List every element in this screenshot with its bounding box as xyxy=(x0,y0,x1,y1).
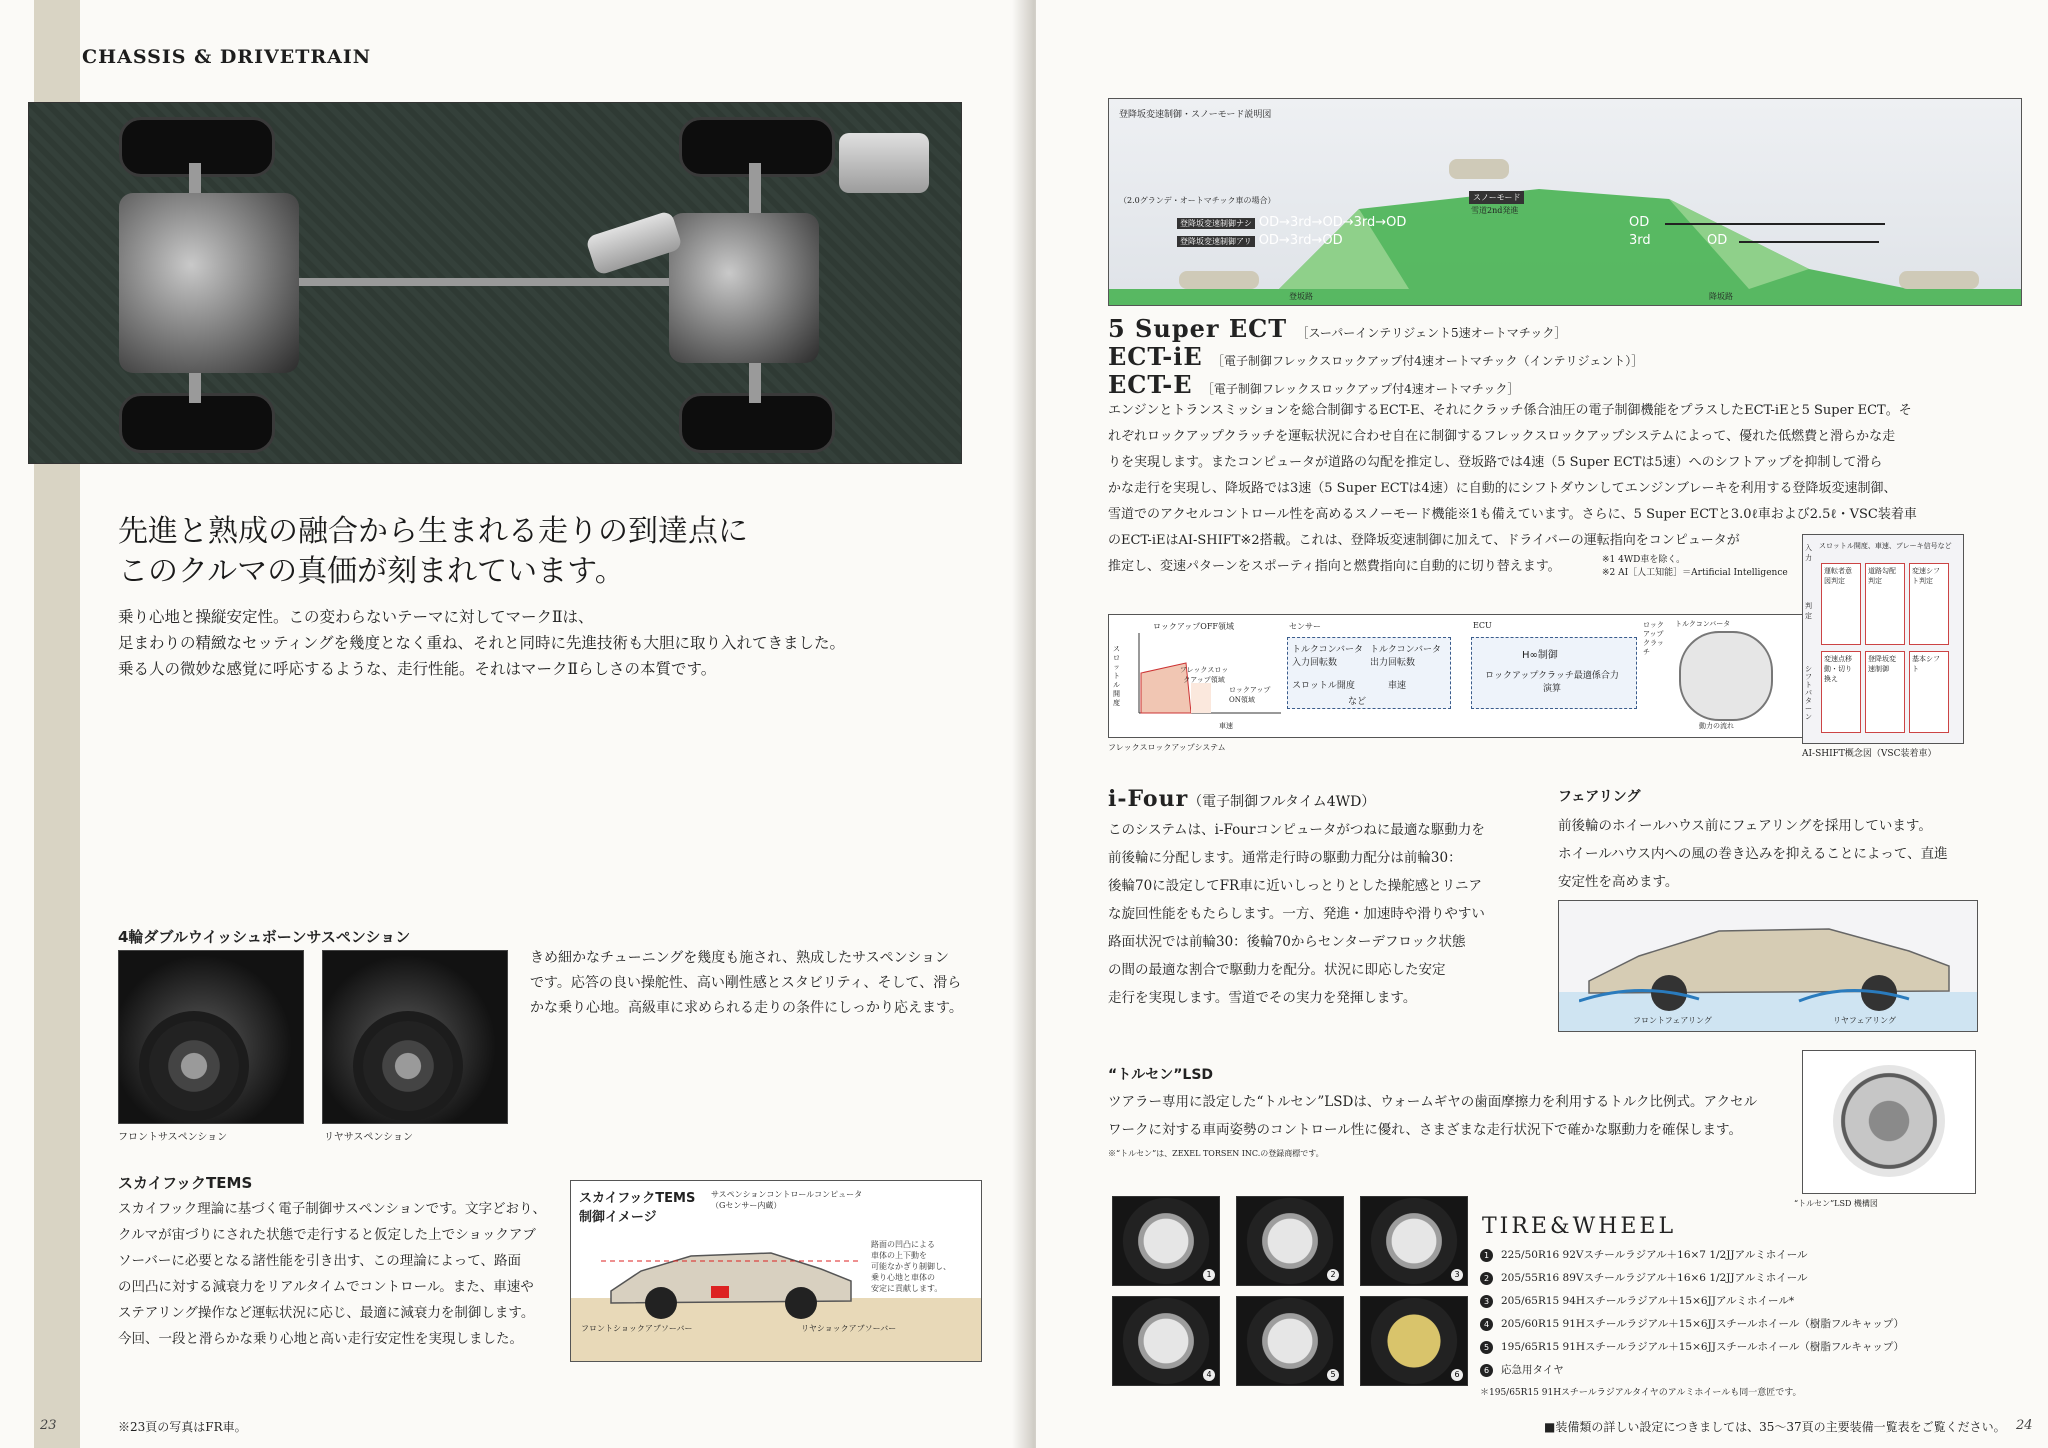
note-line: 安定に貢献します。 xyxy=(871,1284,943,1293)
ifour-heading-text: i-Four xyxy=(1108,786,1189,812)
body-line: ソーバーに必要となる諸性能を引き出す、この理論によって、路面 xyxy=(118,1253,521,1269)
thumb-number: 1 xyxy=(1203,1269,1215,1281)
body-line: 前後輪のホイールハウス前にフェアリングを採用しています。 xyxy=(1558,818,1932,834)
ai-shift-judge: 判定 xyxy=(1805,602,1812,620)
ai-cell-6 xyxy=(1909,651,1949,733)
torque-converter-graphic xyxy=(1679,631,1773,721)
tire-item xyxy=(1480,1267,2000,1290)
note-line: 乗り心地と車体の xyxy=(871,1273,935,1282)
section-title: CHASSIS & DRIVETRAIN xyxy=(82,46,372,68)
ai-cell-2 xyxy=(1865,563,1905,645)
rear-suspension-caption: リヤサスペンション xyxy=(324,1132,413,1143)
wheel-thumb-5 xyxy=(1236,1296,1344,1386)
power-flow-label: 動力の流れ xyxy=(1699,722,1734,730)
ect-sub-2: ［電子制御フレックスロックアップ付4速オートマチック（インテリジェント）］ xyxy=(1212,354,1644,368)
wheel-thumb-1 xyxy=(1112,1196,1220,1286)
ifour-heading xyxy=(1108,786,1375,812)
tems-diagram xyxy=(570,1180,982,1362)
tire-item-number: 1 xyxy=(1480,1249,1493,1262)
body-line: の間の最適な割合で駆動力を配分。状況に即応した安定 xyxy=(1108,962,1446,978)
ai-cell-3 xyxy=(1909,563,1949,645)
suspension-body xyxy=(530,946,980,1021)
ai-shift-diagram xyxy=(1802,534,1964,744)
body-line: 走行を実現します。雪道でその実力を発揮します。 xyxy=(1108,990,1417,1006)
torsen-trademark: ※“トルセン”は、ZEXEL TORSEN INC.の登録商標です。 xyxy=(1108,1149,1324,1158)
tems-body xyxy=(118,1196,558,1352)
tire-wheel-title: TIRE&WHEEL xyxy=(1482,1214,1677,1239)
snow-mode-label: スノーモード xyxy=(1469,191,1524,204)
tire-item-text: 205/55R16 89Vスチールラジアル＋16×6 1/2JJアルミホイール xyxy=(1501,1272,1808,1284)
gear-icon xyxy=(1833,1065,1945,1177)
suspension-heading: 4輪ダブルウイッシュボーンサスペンション xyxy=(118,928,411,946)
body-line: 推定し、変速パターンをスポーティ指向と燃費指向に自動的に切り替えます。 xyxy=(1108,559,1561,574)
snow-mode-sub: 雪道2nd発進 xyxy=(1471,206,1519,215)
body-line: 今回、一段と滑らかな乗り心地と高い走行安定性を実現しました。 xyxy=(118,1331,523,1347)
body-line: クルマが宙づりにされた状態で走行すると仮定した上でショックアブ xyxy=(118,1227,536,1243)
tire-item-text: 応急用タイヤ xyxy=(1501,1364,1564,1376)
car-downhill-icon xyxy=(1899,271,1979,289)
down-seq-3: OD xyxy=(1707,233,1728,248)
front-suspension-photo xyxy=(118,950,304,1124)
tire-item-number: 3 xyxy=(1480,1295,1493,1308)
grade-note: （2.0グランデ・オートマチック車の場合） xyxy=(1119,196,1276,205)
sensor-throttle: スロットル開度 xyxy=(1292,681,1355,691)
tail-muffler xyxy=(839,133,929,193)
on-area-label: ロックアップON領域 xyxy=(1229,686,1271,704)
note-2: ※2 AI［人工知能］＝Artificial Intelligence xyxy=(1602,568,1788,578)
downhill-label: 降坂路 xyxy=(1709,292,1733,301)
headline-line-2: このクルマの真価が刻まれています。 xyxy=(118,554,625,589)
car-uphill-icon xyxy=(1179,271,1259,289)
fairing-diagram xyxy=(1558,900,1978,1032)
row2-label: 登降坂変速制御アリ xyxy=(1177,236,1255,247)
rear-differential xyxy=(669,213,819,363)
tems-ecu-text: サスペンションコントロールコンピュータ xyxy=(711,1190,863,1199)
tems-heading: スカイフックTEMS xyxy=(118,1174,253,1192)
page-number-right: 24 xyxy=(2016,1418,2033,1433)
right-page xyxy=(1036,0,2048,1448)
tire-item-number: 5 xyxy=(1480,1341,1493,1354)
body-line: 後輪70に設定してFR車に近いしっとりとした操舵感とリニア xyxy=(1108,878,1482,894)
lead-line: 乗る人の微妙な感覚に呼応するような、走行性能。それはマークⅡらしさの本質です。 xyxy=(118,660,717,678)
ifour-body xyxy=(1108,816,1528,1012)
engine-block xyxy=(119,193,299,373)
body-line: かな走行を実現し、降坂路では3速（5 Super ECTは4速）に自動的にシフトダウンしてエンジンブレーキを利用する登降坂変速制御、 xyxy=(1108,481,1897,496)
gear-row-1 xyxy=(1177,215,1406,230)
headline-line-1: 先進と熟成の融合から生まれる走りの到達点に xyxy=(118,514,748,549)
headline xyxy=(118,512,748,592)
body-line: りを実現します。またコンピュータが道路の勾配を推定し、登坂路では4速（5 Super ECTは5速）へのシフトアップを抑制して滑ら xyxy=(1108,455,1883,470)
body-line: れぞれロックアップクラッチを運転状況に合わせ自在に制御するフレックスロックアップシステムによって、優れた低燃費と滑らかな走 xyxy=(1108,429,1896,444)
wheel-thumb-6 xyxy=(1360,1296,1468,1386)
lockup-clutch-label: ロックアップクラッチ xyxy=(1643,621,1664,656)
body-line: ホイールハウス内への風の巻き込みを抑えることによって、直進 xyxy=(1558,846,1948,862)
body-line: かな乗り心地。高級車に求められる走りの条件にしっかり応えます。 xyxy=(530,1000,963,1016)
chassis-photo xyxy=(28,102,962,464)
tire-item-number: 2 xyxy=(1480,1272,1493,1285)
snow-mode-diagram xyxy=(1108,98,2022,306)
body-line: ステアリング操作など運転状況に応じ、最適に減衰力を制御します。 xyxy=(118,1305,535,1321)
ai-shift-pattern: シフトパターン xyxy=(1805,665,1812,721)
down-seq-1: OD xyxy=(1629,215,1650,230)
thumb-number: 6 xyxy=(1451,1369,1463,1381)
thumb-number: 5 xyxy=(1327,1369,1339,1381)
ai-cell-1 xyxy=(1821,563,1861,645)
body-line: エンジンとトランスミッションを総合制御するECT-E、それにクラッチ係合油圧の電子制御機能をプラスしたECT-iEと5 Super ECT。そ xyxy=(1108,403,1912,418)
left-footnote: ※23頁の写真はFR車。 xyxy=(118,1420,247,1434)
sensor-output-speed: トルクコンバータ出力回転数 xyxy=(1370,645,1442,668)
snow-diagram-title: 登降坂変速制御・スノーモード説明図 xyxy=(1119,110,1272,120)
fairing-car-graphic xyxy=(1579,911,1959,1011)
tire-list xyxy=(1480,1244,2000,1405)
wheel-thumb-4 xyxy=(1112,1296,1220,1386)
ai-shift-input: 入力 xyxy=(1805,544,1812,562)
body-line: 安定性を高めます。 xyxy=(1558,874,1679,890)
tems-ecu-label xyxy=(711,1189,862,1211)
tire-item xyxy=(1480,1336,2000,1359)
lead-paragraph xyxy=(118,604,978,682)
torsen-body xyxy=(1108,1088,1788,1144)
tire-item xyxy=(1480,1359,2000,1382)
ai-cell-4-text: 変速点移動・切り換え xyxy=(1824,655,1852,683)
sensor-etc: など xyxy=(1348,697,1367,707)
front-fairing-label: フロントフェアリング xyxy=(1633,1016,1712,1025)
note-line: 可能なかぎり制御し、 xyxy=(871,1262,951,1271)
ect-sub-1: ［スーパーインテリジェント5速オートマチック］ xyxy=(1296,326,1567,340)
ifour-sub: （電子制御フルタイム4WD） xyxy=(1188,794,1376,810)
tire-item xyxy=(1480,1244,2000,1267)
torque-converter-label: トルクコンバータ xyxy=(1675,620,1731,628)
h-infinity-sub: ロックアップクラッチ最適係合力演算 xyxy=(1485,671,1619,694)
tire-graphic xyxy=(139,1011,249,1121)
tire-note: ＊195/65R15 91Hスチールラジアルタイヤのアルミホイールも同一意匠です。 xyxy=(1480,1388,1802,1398)
ai-cell-5-text: 登降坂変速制御 xyxy=(1868,655,1896,673)
tire-item xyxy=(1480,1290,2000,1313)
tems-diagram-note xyxy=(871,1239,951,1294)
ai-shift-input-signals: スロットル開度、車速、ブレーキ信号など xyxy=(1819,542,1952,550)
ect-title-1 xyxy=(1108,314,1566,343)
tire-item-text: 195/65R15 91Hスチールラジアル＋15×6JJスチールホイール（樹脂フルキャップ） xyxy=(1501,1341,1905,1353)
body-line: スカイフック理論に基づく電子制御サスペンションです。文字どおり、 xyxy=(118,1201,547,1217)
tems-diagram-title xyxy=(579,1187,695,1225)
note-line: 車体の上下動を xyxy=(871,1251,927,1260)
body-line: このシステムは、i-Fourコンピュータがつねに最適な駆動力を xyxy=(1108,822,1485,838)
ect-title-2-text: ECT-iE xyxy=(1108,342,1203,371)
wheel-thumb-2 xyxy=(1236,1196,1344,1286)
sensor-label: センサー xyxy=(1289,622,1321,631)
tems-diagram-title-2: 制御イメージ xyxy=(579,1210,657,1225)
ai-cell-6-text: 基本シフト xyxy=(1912,655,1940,673)
uphill-label: 登坂路 xyxy=(1289,292,1313,301)
throttle-axis-label: スロットル開度 xyxy=(1113,645,1120,707)
ai-cell-3-text: 変速シフト判定 xyxy=(1912,567,1940,585)
body-line: 路面状況では前輪30：後輪70からセンターデフロック状態 xyxy=(1108,934,1466,950)
sensor-box xyxy=(1287,637,1451,709)
ect-title-2 xyxy=(1108,342,1643,371)
body-line: ツアラー専用に設定した“トルセン”LSDは、ウォームギヤの歯面摩擦力を利用するトルク比例式。アクセル xyxy=(1108,1094,1758,1110)
tire-item xyxy=(1480,1313,2000,1336)
tire-item-number: 4 xyxy=(1480,1318,1493,1331)
fairing-body xyxy=(1558,812,2018,896)
right-footnote: ■装備類の詳しい設定につきましては、35〜37頁の主要装備一覧表をご覧ください。 xyxy=(1544,1420,2006,1434)
lead-line: 足まわりの精緻なセッティングを幾度となく重ね、それと同時に先進技術も大胆に取り入れてきました。 xyxy=(118,634,845,652)
thumb-number: 3 xyxy=(1451,1269,1463,1281)
torsen-caption: “トルセン”LSD 機構図 xyxy=(1794,1199,1878,1208)
tems-ecu-sub: （Gセンサー内蔵） xyxy=(711,1201,782,1210)
tire-item-text: 205/60R15 91Hスチールラジアル＋15×6JJスチールホイール（樹脂フルキャップ） xyxy=(1501,1318,1905,1330)
down-arrow-2 xyxy=(1739,241,1879,243)
row1-sequence: OD→3rd→OD→3rd→OD xyxy=(1258,215,1407,230)
wheel-thumb-3 xyxy=(1360,1196,1468,1286)
ect-title-3-text: ECT-E xyxy=(1108,370,1193,399)
row1-label: 登降坂変速制御ナシ xyxy=(1177,218,1255,229)
ect-title-3 xyxy=(1108,370,1519,399)
lead-line: 乗り心地と操縦安定性。この変わらないテーマに対してマークⅡは、 xyxy=(118,608,594,626)
rear-fairing-label: リヤフェアリング xyxy=(1833,1016,1896,1025)
row2-sequence: OD→3rd→OD xyxy=(1258,233,1343,248)
body-line: ワークに対する車両姿勢のコントロール性に優れ、さまざまな走行状況下で確かな駆動力を確保します。 xyxy=(1108,1122,1742,1138)
ai-cell-5 xyxy=(1865,651,1905,733)
thumb-number: 2 xyxy=(1327,1269,1339,1281)
gear-row-2 xyxy=(1177,233,1343,248)
tems-diagram-title-1: スカイフックTEMS xyxy=(579,1191,696,1206)
ai-cell-4 xyxy=(1821,651,1861,733)
ai-cell-2-text: 道路勾配判定 xyxy=(1868,567,1896,585)
h-infinity-control: H∞制御 xyxy=(1522,650,1558,661)
flex-area-label: フレックスロックアップ領域 xyxy=(1179,666,1229,684)
ect-sub-3: ［電子制御フレックスロックアップ付4速オートマチック］ xyxy=(1201,382,1520,396)
speed-axis-label: 車速 xyxy=(1219,722,1233,730)
note-line: 路面の凹凸による xyxy=(871,1240,935,1249)
sensor-speed: 車速 xyxy=(1388,681,1407,691)
car-on-hill-icon xyxy=(1449,159,1509,179)
note-1: ※1 4WD車を除く。 xyxy=(1602,555,1686,565)
tems-rear-absorber-label: リヤショックアブソーバー xyxy=(801,1324,897,1333)
torsen-diagram xyxy=(1802,1050,1976,1194)
flex-lockup-diagram xyxy=(1108,614,1804,738)
ect-notes xyxy=(1602,554,1788,580)
ecu-label: ECU xyxy=(1473,621,1492,630)
rear-suspension-photo xyxy=(322,950,508,1124)
body-line: のECT-iEはAI-SHIFT※2搭載。これは、登降坂変速制御に加えて、ドライバーの運転指向をコンピュータが xyxy=(1108,533,1740,548)
down-arrow-1 xyxy=(1665,223,1885,225)
sensor-input-speed: トルクコンバータ入力回転数 xyxy=(1292,645,1364,668)
torsen-heading: “トルセン”LSD xyxy=(1108,1067,1214,1083)
tire-item-text: 225/50R16 92Vスチールラジアル＋16×7 1/2JJアルミホイール xyxy=(1501,1249,1808,1261)
body-line: の凹凸に対する減衰力をリアルタイムでコントロール。また、車速や xyxy=(118,1279,534,1295)
body-line: な旋回性能をもたらします。一方、発進・加速時や滑りやすい xyxy=(1108,906,1485,922)
tems-front-absorber-label: フロントショックアブソーバー xyxy=(581,1324,693,1333)
tire-item-text: 205/65R15 94Hスチールラジアル＋15×6JJアルミホイール* xyxy=(1501,1295,1795,1307)
body-line: です。応答の良い操舵性、高い剛性感とスタビリティ、そして、滑ら xyxy=(530,975,962,991)
lockup-off-label: ロックアップOFF領域 xyxy=(1153,622,1234,631)
front-suspension-caption: フロントサスペンション xyxy=(118,1132,228,1143)
body-line: 雪道でのアクセルコントロール性を高めるスノーモード機能※1も備えています。さらに、5 Super ECTと3.0ℓ車および2.5ℓ・VSC装着車 xyxy=(1108,507,1917,522)
thumb-number: 4 xyxy=(1203,1369,1215,1381)
flex-caption: フレックスロックアップシステム xyxy=(1108,743,1226,752)
down-seq-2: 3rd xyxy=(1629,233,1651,248)
page-number-left: 23 xyxy=(40,1418,57,1433)
ai-shift-caption: AI-SHIFT概念図（VSC装着車） xyxy=(1802,749,1937,759)
ai-cell-1-text: 運転者意図判定 xyxy=(1824,567,1852,585)
body-line: 前後輪に分配します。通常走行時の駆動力配分は前輪30： xyxy=(1108,850,1462,866)
ecu-box xyxy=(1471,637,1637,709)
fairing-heading: フェアリング xyxy=(1558,789,1641,805)
tire-graphic xyxy=(353,1011,463,1121)
car-outline-graphic xyxy=(601,1231,861,1321)
ect-title-1-text: 5 Super ECT xyxy=(1108,314,1288,343)
body-line: きめ細かなチューニングを幾度も施され、熟成したサスペンション xyxy=(530,950,949,966)
tire-item-number: 6 xyxy=(1480,1364,1493,1377)
